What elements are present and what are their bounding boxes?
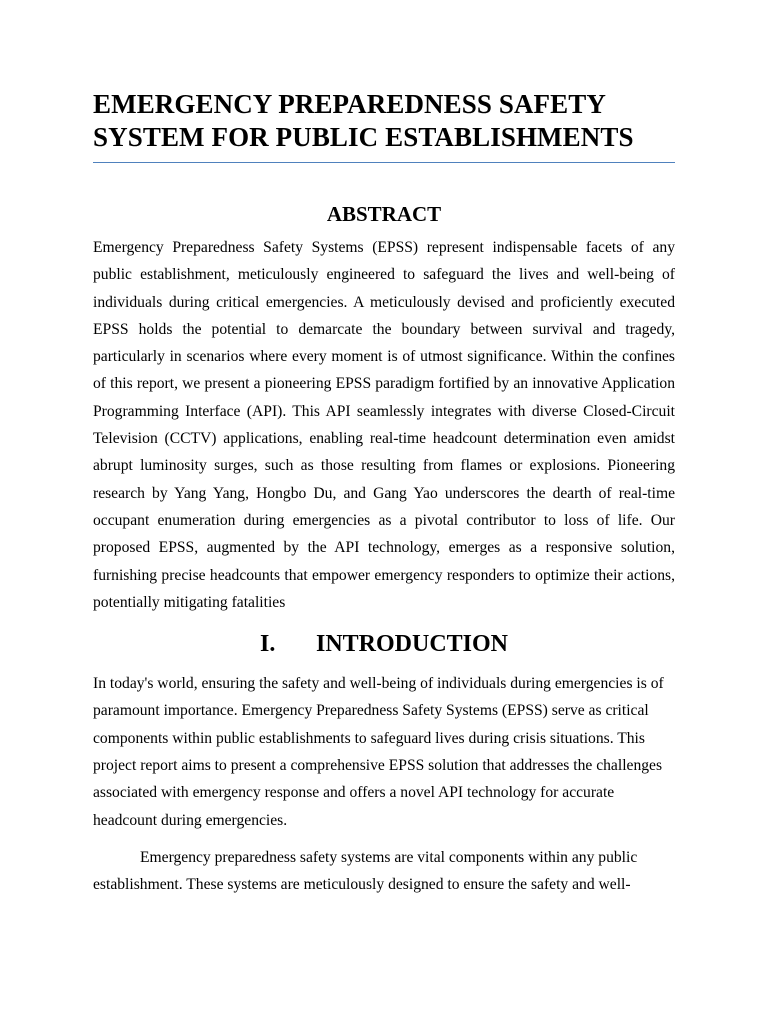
paper-title: EMERGENCY PREPAREDNESS SAFETY SYSTEM FOR PUBLIC ESTABLISHMENTS <box>93 89 634 152</box>
introduction-paragraph-2: Emergency preparedness safety systems are vital components within any public establishment. These systems are meticulously designed to ensure the safety and well- <box>93 848 638 894</box>
introduction-paragraph-1: In today's world, ensuring the safety and well-being of individuals during emergencies is of paramount importance. Emergency Preparedness Safety Systems (EPSS) serve as critical components within public establishments to safeguard lives during crisis situations. This project report aims to present a comprehensive EPSS solution that addresses the challenges associated with emergency response and offers a novel API technology for accurate headcount during emergencies. <box>93 675 664 829</box>
abstract-heading: ABSTRACT <box>326 202 442 226</box>
title-divider <box>93 162 675 163</box>
abstract-text: Emergency Preparedness Safety Systems (EPSS) represent indispensable facets of any public establishment, meticulously engineered to safeguard the lives and well-being of individuals during critical emergencies. A meticulously devised and proficiently executed EPSS holds the potential to demarcate the boundary between survival and tragedy, particularly in scenarios where every moment is of utmost significance. Within the confines of this report, we present a pioneering EPSS paradigm fortified by an innovative Application Programming Interface (API). This API seamlessly integrates with diverse Closed-Circuit Television (CCTV) applications, enabling real-time headcount determination even amidst abrupt luminosity surges, such as those resulting from flames or explosions. Pioneering research by Yang Yang, Hongbo Du, and Gang Yao underscores the dearth of real-time occupant enumeration during emergencies as a pivotal contributor to loss of life. Our proposed EPSS, augmented by the API technology, emerges as a responsive solution, furnishing precise headcounts that empower emergency responders to optimize their actions, potentially mitigating fatalities <box>93 239 675 611</box>
introduction-heading <box>93 626 675 662</box>
section-number: I. <box>259 631 276 658</box>
section-title: INTRODUCTION <box>315 631 509 658</box>
